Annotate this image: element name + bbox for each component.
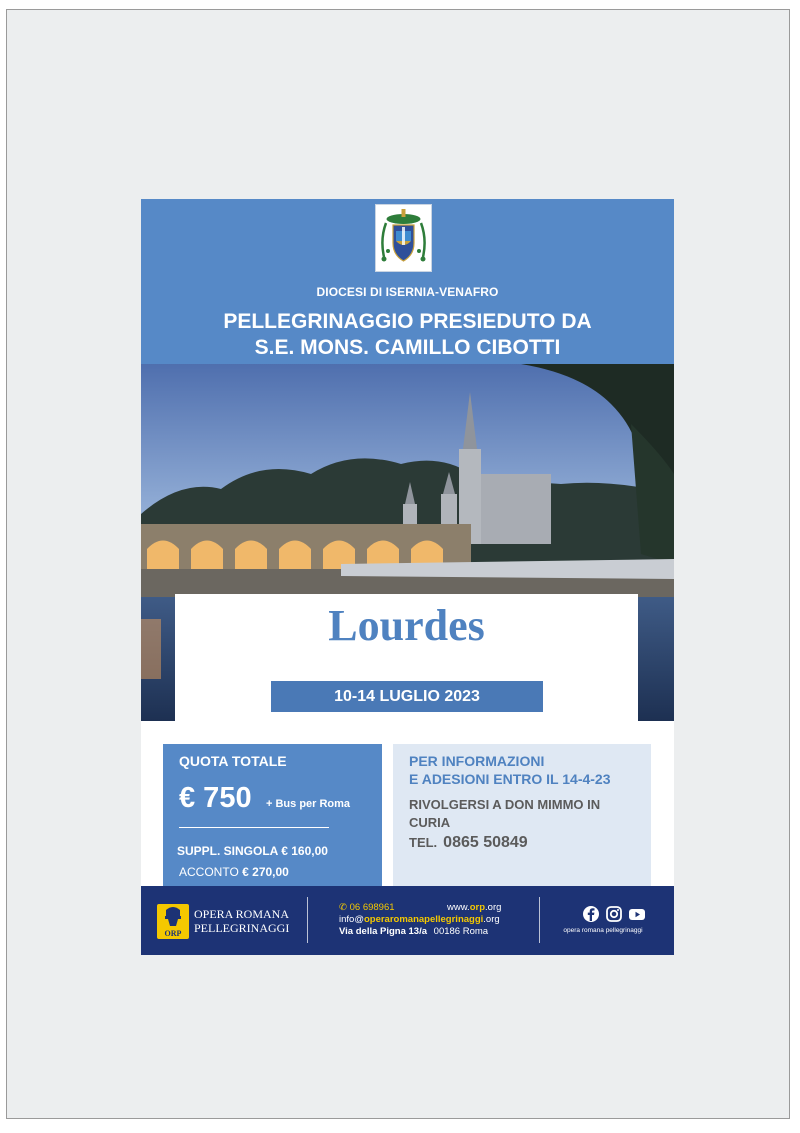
price-extra: + Bus per Roma	[266, 798, 351, 810]
footer-divider-1	[307, 897, 308, 943]
org-name-line-1: OPERA ROMANA	[194, 907, 290, 921]
price-box	[163, 744, 382, 886]
deposit-label: ACCONTO	[179, 865, 239, 879]
footer-divider-2	[539, 897, 540, 943]
deposit	[179, 865, 289, 879]
web-domain: orp	[469, 902, 486, 913]
web-prefix: www.	[447, 902, 470, 913]
orp-logo-text: ORP	[164, 929, 182, 938]
email-suffix: .org	[483, 914, 500, 925]
info-box	[393, 744, 651, 886]
info-contact	[409, 796, 645, 832]
info-heading-line-2: E ADESIONI ENTRO IL 14-4-23	[409, 771, 611, 787]
info-telephone	[409, 834, 528, 852]
tel-number: 0865 50849	[443, 834, 528, 851]
info-contact-line-2: CURIA	[409, 815, 451, 830]
tel-label: TEL.	[409, 835, 438, 850]
email-domain: operaromanapellegrinaggi	[363, 914, 484, 925]
info-contact-line-1: RIVOLGERSI A DON MIMMO IN	[409, 797, 601, 812]
facebook-icon[interactable]	[581, 904, 601, 924]
price-label: QUOTA TOTALE	[179, 753, 287, 769]
footer-city: 00186 Roma	[433, 926, 489, 937]
footer-email[interactable]	[339, 914, 500, 926]
poster	[141, 199, 674, 955]
info-heading	[409, 752, 645, 788]
page-sheet	[6, 9, 790, 1119]
org-name-line-2: PELLEGRINAGGI	[194, 921, 290, 935]
info-heading-line-1: PER INFORMAZIONI	[409, 753, 545, 769]
coat-of-arms-icon	[375, 204, 432, 272]
phone-icon: ✆	[339, 902, 347, 913]
footer-address-row	[339, 926, 500, 938]
diocese-name: DIOCESI DI ISERNIA-VENAFRO	[316, 285, 499, 299]
footer-address: Via della Pigna 13/a	[339, 926, 428, 937]
title-box	[175, 594, 638, 721]
web-suffix: .org	[485, 902, 502, 913]
header-band	[141, 199, 674, 364]
headline-line-2: S.E. MONS. CAMILLO CIBOTTI	[254, 336, 561, 359]
email-prefix: info@	[339, 914, 364, 925]
headline	[141, 309, 674, 361]
footer	[141, 886, 674, 955]
single-supplement: SUPPL. SINGOLA € 160,00	[177, 844, 328, 858]
footer-phone: 06 698961	[349, 902, 395, 913]
social-handle: opera romana pellegrinaggi	[563, 927, 643, 934]
destination-title: Lourdes	[328, 601, 485, 650]
headline-line-1: PELLEGRINAGGIO PRESIEDUTO DA	[223, 310, 592, 333]
deposit-value: € 270,00	[242, 865, 289, 879]
trip-dates: 10-14 LUGLIO 2023	[271, 681, 543, 712]
orp-logo-icon	[157, 904, 189, 939]
footer-website[interactable]	[447, 902, 501, 914]
price-divider	[179, 827, 329, 828]
price-amount: € 750	[179, 782, 252, 814]
instagram-icon[interactable]	[604, 904, 624, 924]
org-name	[194, 907, 289, 935]
youtube-icon[interactable]	[627, 904, 647, 924]
